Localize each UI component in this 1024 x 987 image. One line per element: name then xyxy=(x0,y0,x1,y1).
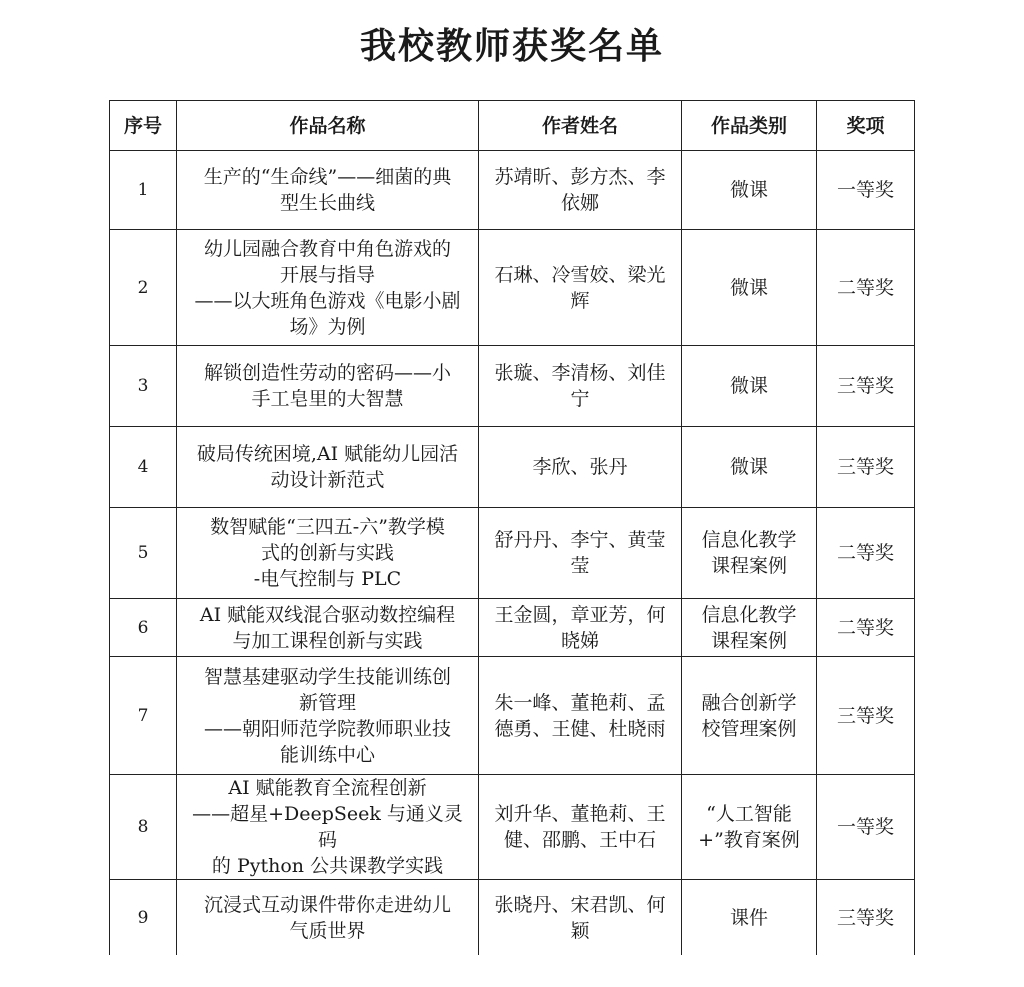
cell-award: 二等奖 xyxy=(817,508,915,599)
header-row xyxy=(110,101,915,151)
cell-award: 二等奖 xyxy=(817,230,915,346)
cell-no: 3 xyxy=(110,346,177,427)
cell-work xyxy=(177,775,479,880)
cell-category-line: 微课 xyxy=(729,375,768,397)
cell-work-line: -电气控制与 PLC xyxy=(253,568,402,590)
cell-award: 三等奖 xyxy=(817,880,915,956)
cell-authors-line: 张璇、李清杨、刘佳 xyxy=(494,362,666,384)
cell-work xyxy=(177,151,479,230)
cell-authors-line: 张晓丹、宋君凯、何 xyxy=(494,893,666,916)
table-row xyxy=(110,151,915,230)
cell-authors-line: 德勇、王健、杜晓雨 xyxy=(494,717,666,740)
page-footer-margin xyxy=(0,955,1024,987)
cell-work-line: 与加工课程创新与实践 xyxy=(232,629,423,652)
cell-category-line: +”教育案例 xyxy=(698,829,800,851)
cell-work xyxy=(177,599,479,657)
cell-category xyxy=(682,508,817,599)
cell-category xyxy=(682,230,817,346)
cell-authors-line: 莹 xyxy=(570,555,590,577)
table-row xyxy=(110,775,915,880)
cell-category-line: “人工智能 xyxy=(706,803,792,825)
cell-work-line: 的 Python 公共课教学实践 xyxy=(211,855,444,877)
cell-authors-line: 颖 xyxy=(570,919,590,942)
cell-no: 1 xyxy=(110,151,177,230)
cell-category-line: 微课 xyxy=(729,179,768,201)
cell-no: 2 xyxy=(110,230,177,346)
cell-authors xyxy=(479,880,682,956)
table-row xyxy=(110,427,915,508)
table-row xyxy=(110,880,915,956)
header-award: 奖项 xyxy=(817,101,915,151)
cell-work xyxy=(177,508,479,599)
cell-authors-line: 宁 xyxy=(570,388,590,410)
table-row xyxy=(110,230,915,346)
cell-work-line: 手工皂里的大智慧 xyxy=(251,388,404,410)
cell-authors-line: 健、邵鹏、王中石 xyxy=(503,829,656,851)
cell-work xyxy=(177,230,479,346)
cell-authors-line: 舒丹丹、李宁、黄莹 xyxy=(494,529,666,551)
cell-authors xyxy=(479,427,682,508)
cell-category xyxy=(682,151,817,230)
header-authors: 作者姓名 xyxy=(479,101,682,151)
page-title: 我校教师获奖名单 xyxy=(359,26,664,67)
cell-category-line: 校管理案例 xyxy=(701,717,797,740)
cell-authors xyxy=(479,508,682,599)
cell-authors-line: 李欣、张丹 xyxy=(532,456,628,478)
header-category: 作品类别 xyxy=(682,101,817,151)
cell-work-line: 动设计新范式 xyxy=(270,469,385,491)
cell-award: 三等奖 xyxy=(817,657,915,775)
cell-no: 6 xyxy=(110,599,177,657)
cell-award: 三等奖 xyxy=(817,427,915,508)
cell-work-line: 破局传统困境,AI 赋能幼儿园活 xyxy=(196,443,459,465)
cell-category-line: 微课 xyxy=(729,456,768,478)
cell-category-line: 课件 xyxy=(729,906,768,929)
cell-authors xyxy=(479,657,682,775)
cell-category-line: 微课 xyxy=(729,276,768,299)
table-body xyxy=(110,151,915,956)
cell-work-line: AI 赋能双线混合驱动数控编程 xyxy=(199,603,456,626)
cell-category xyxy=(682,880,817,956)
cell-work xyxy=(177,880,479,956)
cell-category xyxy=(682,775,817,880)
cell-authors-line: 依娜 xyxy=(560,192,599,214)
table-row xyxy=(110,599,915,657)
award-table xyxy=(109,100,915,956)
cell-authors-line: 王金圆，章亚芳，何 xyxy=(494,603,666,626)
cell-award: 二等奖 xyxy=(817,599,915,657)
cell-work-line: 数智赋能“三四五-六”教学模 xyxy=(210,516,445,538)
cell-no: 4 xyxy=(110,427,177,508)
cell-award: 三等奖 xyxy=(817,346,915,427)
cell-work xyxy=(177,346,479,427)
cell-authors xyxy=(479,230,682,346)
cell-work-line: 场》为例 xyxy=(289,315,366,338)
cell-no: 9 xyxy=(110,880,177,956)
cell-work-line: AI 赋能教育全流程创新 xyxy=(228,777,427,799)
cell-category-line: 信息化教学 xyxy=(701,603,797,626)
cell-category xyxy=(682,346,817,427)
cell-no: 7 xyxy=(110,657,177,775)
cell-authors xyxy=(479,151,682,230)
cell-authors xyxy=(479,775,682,880)
cell-work-line: 能训练中心 xyxy=(279,743,375,766)
cell-authors-line: 石琳、冷雪姣、梁光 xyxy=(494,263,666,286)
table-row xyxy=(110,508,915,599)
cell-authors-line: 苏靖昕、彭方杰、李 xyxy=(494,166,666,188)
cell-work-line: 生产的“生命线”——细菌的典 xyxy=(203,166,452,188)
cell-no: 8 xyxy=(110,775,177,880)
cell-work-line: 幼儿园融合教育中角色游戏的 xyxy=(203,237,451,260)
cell-no: 5 xyxy=(110,508,177,599)
table-row xyxy=(110,346,915,427)
cell-work-line: 解锁创造性劳动的密码——小 xyxy=(203,362,451,384)
cell-work-line: 开展与指导 xyxy=(279,263,375,286)
cell-authors-line: 朱一峰、董艳莉、孟 xyxy=(494,691,666,714)
cell-work-line: 智慧基建驱动学生技能训练创 xyxy=(203,665,451,688)
cell-work-line: ——朝阳师范学院教师职业技 xyxy=(203,717,451,740)
cell-work-line: 式的创新与实践 xyxy=(260,542,394,564)
header-no: 序号 xyxy=(110,101,177,151)
cell-work-line: ——超星+DeepSeek 与通义灵码 xyxy=(192,803,463,851)
cell-category xyxy=(682,599,817,657)
cell-authors-line: 辉 xyxy=(570,289,590,312)
cell-work-line: 新管理 xyxy=(298,691,356,714)
cell-work xyxy=(177,657,479,775)
cell-category xyxy=(682,657,817,775)
header-work: 作品名称 xyxy=(177,101,479,151)
cell-work-line: 气质世界 xyxy=(289,919,366,942)
cell-category-line: 课程案例 xyxy=(710,555,787,577)
cell-award: 一等奖 xyxy=(817,775,915,880)
cell-category xyxy=(682,427,817,508)
cell-authors-line: 晓娣 xyxy=(560,629,599,652)
cell-work-line: 型生长曲线 xyxy=(279,192,375,214)
cell-category-line: 课程案例 xyxy=(710,629,787,652)
cell-category-line: 融合创新学 xyxy=(701,691,797,714)
table-row xyxy=(110,657,915,775)
cell-work-line: 沉浸式互动课件带你走进幼儿 xyxy=(203,893,451,916)
cell-authors xyxy=(479,599,682,657)
cell-work-line: ——以大班角色游戏《电影小剧 xyxy=(194,289,461,312)
cell-category-line: 信息化教学 xyxy=(701,529,797,551)
cell-authors xyxy=(479,346,682,427)
cell-work xyxy=(177,427,479,508)
cell-authors-line: 刘升华、董艳莉、王 xyxy=(494,803,666,825)
cell-award: 一等奖 xyxy=(817,151,915,230)
